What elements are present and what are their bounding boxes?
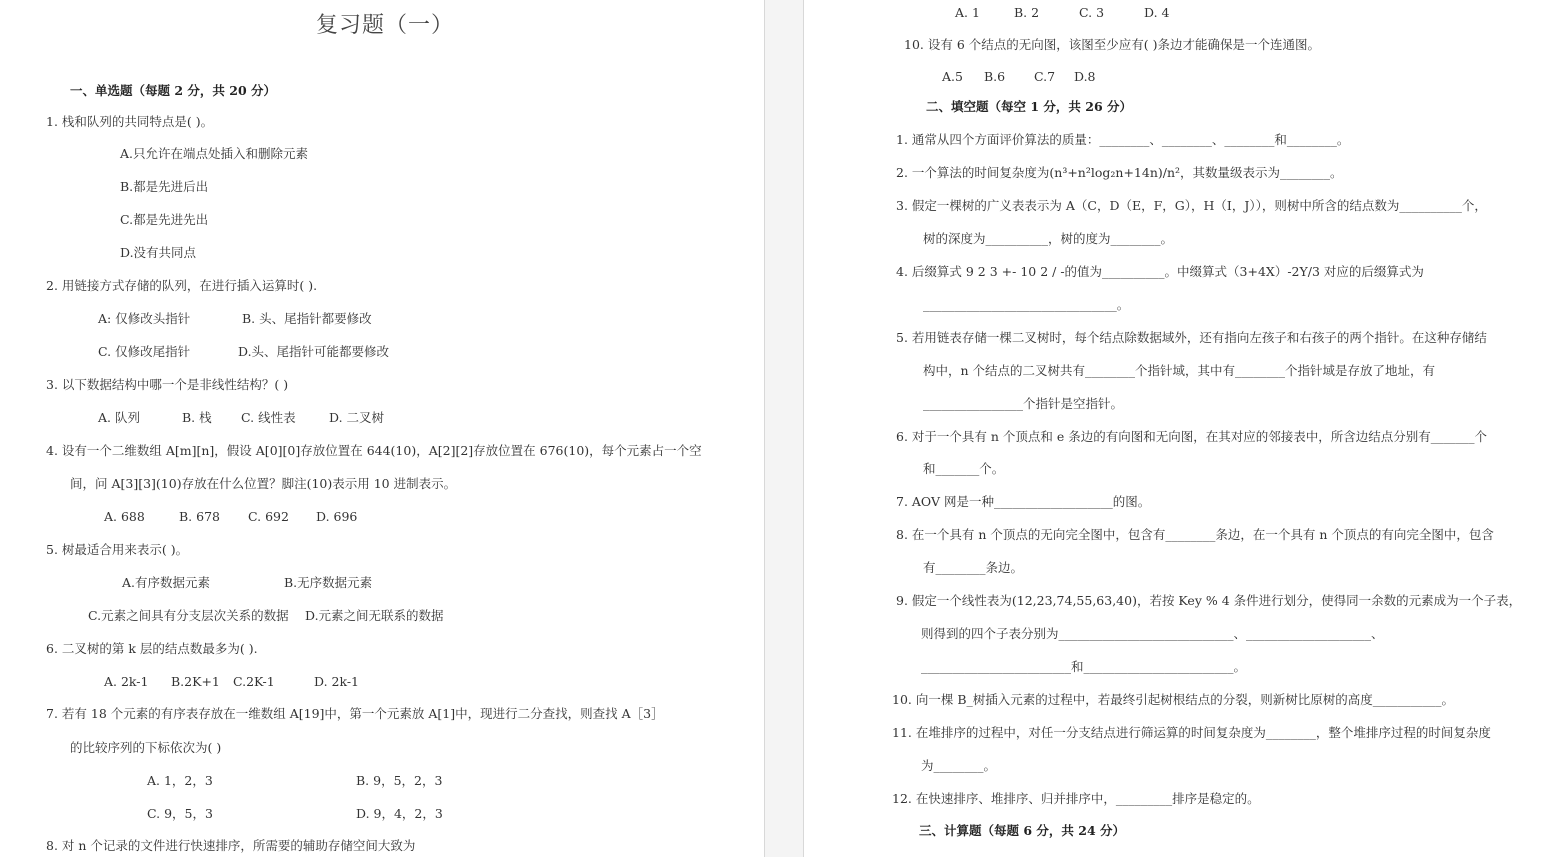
q5-option-d: D.元素之间无联系的数据: [305, 608, 444, 623]
section3-title: 三、计算题（每题 6 分，共 24 分）: [919, 823, 1126, 838]
fill-2: 2. 一个算法的时间复杂度为(n³+n²log₂n+14n)/n²，其数量级表示为________。: [896, 165, 1343, 180]
q3-option-b: B. 栈: [182, 410, 212, 425]
fill-1: 1. 通常从四个方面评价算法的质量：________、________、________和________。: [896, 132, 1350, 147]
q5-stem: 5. 树最适合用来表示( )。: [46, 542, 189, 557]
fill-5-line1: 5. 若用链表存储一棵二叉树时，每个结点除数据域外，还有指向左孩子和右孩子的两个指针。在这种存储结: [896, 330, 1487, 345]
q1-option-a: A.只允许在端点处插入和删除元素: [120, 146, 309, 161]
q3-option-c: C. 线性表: [241, 410, 296, 425]
fill-4-line2: _______________________________。: [923, 297, 1130, 312]
q7-option-a: A. 1，2，3: [147, 773, 213, 788]
q4-option-c: C. 692: [248, 509, 289, 524]
fill-9-line2: 则得到的四个子表分别为____________________________、____________________、: [921, 626, 1384, 641]
fill-4-line1: 4. 后缀算式 9 2 3 +- 10 2 / -的值为__________。中缀算式（3+4X）-2Y/3 对应的后缀算式为: [896, 264, 1424, 279]
q6-option-a: A. 2k-1: [104, 674, 149, 689]
q4-stem-line2: 间，问 A[3][3](10)存放在什么位置？脚注(10)表示用 10 进制表示。: [70, 476, 457, 491]
q7-stem-line1: 7. 若有 18 个元素的有序表存放在一维数组 A[19]中，第一个元素放 A[1]中，现进行二分查找，则查找 A［3］: [46, 706, 664, 721]
fill-6-line2: 和_______个。: [923, 461, 1005, 476]
page-left: [0, 0, 764, 857]
q2-option-c: C. 仅修改尾指针: [98, 344, 191, 359]
q9-option-d: D. 4: [1144, 5, 1170, 20]
fill-5-line3: ________________个指针是空指针。: [923, 396, 1124, 411]
q3-option-a: A. 队列: [98, 410, 140, 425]
fill-9-line1: 9. 假定一个线性表为(12,23,74,55,63,40)，若按 Key % 4 条件进行划分，使得同一余数的元素成为一个子表，: [896, 593, 1522, 608]
document-title: 复习题（一）: [316, 13, 455, 38]
q9-option-b: B. 2: [1014, 5, 1040, 20]
q5-option-b: B.无序数据元素: [284, 575, 373, 590]
q5-option-a: A.有序数据元素: [122, 575, 211, 590]
q8-stem: 8. 对 n 个记录的文件进行快速排序，所需要的辅助存储空间大致为: [46, 838, 416, 853]
q3-option-d: D. 二叉树: [329, 410, 385, 425]
q2-option-d: D.头、尾指针可能都要修改: [238, 344, 390, 359]
fill-10: 10. 向一棵 B_树插入元素的过程中，若最终引起树根结点的分裂，则新树比原树的高度___________。: [892, 692, 1455, 707]
q5-option-c: C.元素之间具有分支层次关系的数据: [88, 608, 289, 623]
fill-11-line1: 11. 在堆排序的过程中，对任一分支结点进行筛运算的时间复杂度为________，整个堆排序过程的时间复杂度: [892, 725, 1491, 740]
q2-option-a: A: 仅修改头指针: [98, 311, 191, 326]
fill-12: 12. 在快速排序、堆排序、归并排序中，_________排序是稳定的。: [892, 791, 1260, 806]
fill-7: 7. AOV 网是一种___________________的图。: [896, 494, 1151, 509]
fill-3-line1: 3. 假定一棵树的广义表表示为 A（C，D（E，F，G），H（I，J）），则树中所含的结点数为__________个，: [896, 198, 1487, 213]
q6-option-b: B.2K+1: [171, 674, 220, 689]
q1-option-b: B.都是先进后出: [120, 179, 209, 194]
section2-title: 二、填空题（每空 1 分，共 26 分）: [926, 99, 1133, 114]
q6-option-d: D. 2k-1: [314, 674, 360, 689]
q6-stem: 6. 二叉树的第 k 层的结点数最多为( ).: [46, 641, 258, 656]
q2-option-b: B. 头、尾指针都要修改: [242, 311, 372, 326]
fill-8-line1: 8. 在一个具有 n 个顶点的无向完全图中，包含有________条边，在一个具有 n 个顶点的有向完全图中，包含: [896, 527, 1494, 542]
fill-9-line3: ________________________和________________________。: [921, 659, 1247, 674]
fill-6-line1: 6. 对于一个具有 n 个顶点和 e 条边的有向图和无向图，在其对应的邻接表中，所含边结点分别有_______个: [896, 429, 1487, 444]
q7-option-b: B. 9，5，2，3: [356, 773, 443, 788]
fill-5-line2: 构中，n 个结点的二叉树共有________个指针域，其中有________个指针域是存放了地址，有: [923, 363, 1436, 378]
q10-option-d: D.8: [1074, 69, 1096, 84]
fill-11-line2: 为________。: [921, 758, 997, 773]
page-gutter: [764, 0, 804, 857]
q10-option-a: A.5: [942, 69, 963, 84]
page-right: [804, 0, 1560, 857]
q4-option-a: A. 688: [104, 509, 145, 524]
fill-8-line2: 有________条边。: [923, 560, 1024, 575]
q4-option-d: D. 696: [316, 509, 358, 524]
q10-option-c: C.7: [1034, 69, 1056, 84]
section1-title: 一、单选题（每题 2 分，共 20 分）: [70, 83, 277, 98]
q1-stem: 1. 栈和队列的共同特点是( )。: [46, 114, 214, 129]
q9-option-c: C. 3: [1079, 5, 1105, 20]
q10-option-b: B.6: [984, 69, 1006, 84]
q2-stem: 2. 用链接方式存储的队列，在进行插入运算时( ).: [46, 278, 318, 293]
q6-option-c: C.2K-1: [233, 674, 275, 689]
q9-option-a: A. 1: [955, 5, 980, 20]
q1-option-c: C.都是先进先出: [120, 212, 209, 227]
q10-stem: 10. 设有 6 个结点的无向图，该图至少应有( )条边才能确保是一个连通图。: [904, 37, 1320, 52]
q7-stem-line2: 的比较序列的下标依次为( ): [70, 740, 222, 755]
q7-option-d: D. 9，4，2，3: [356, 806, 443, 821]
q7-option-c: C. 9，5，3: [147, 806, 213, 821]
q4-stem-line1: 4. 设有一个二维数组 A[m][n]，假设 A[0][0]存放位置在 644(10)，A[2][2]存放位置在 676(10)，每个元素占一个空: [46, 443, 702, 458]
q1-option-d: D.没有共同点: [120, 245, 197, 260]
fill-3-line2: 树的深度为__________，树的度为________。: [923, 231, 1174, 246]
q4-option-b: B. 678: [179, 509, 220, 524]
q3-stem: 3. 以下数据结构中哪一个是非线性结构？( ): [46, 377, 289, 392]
